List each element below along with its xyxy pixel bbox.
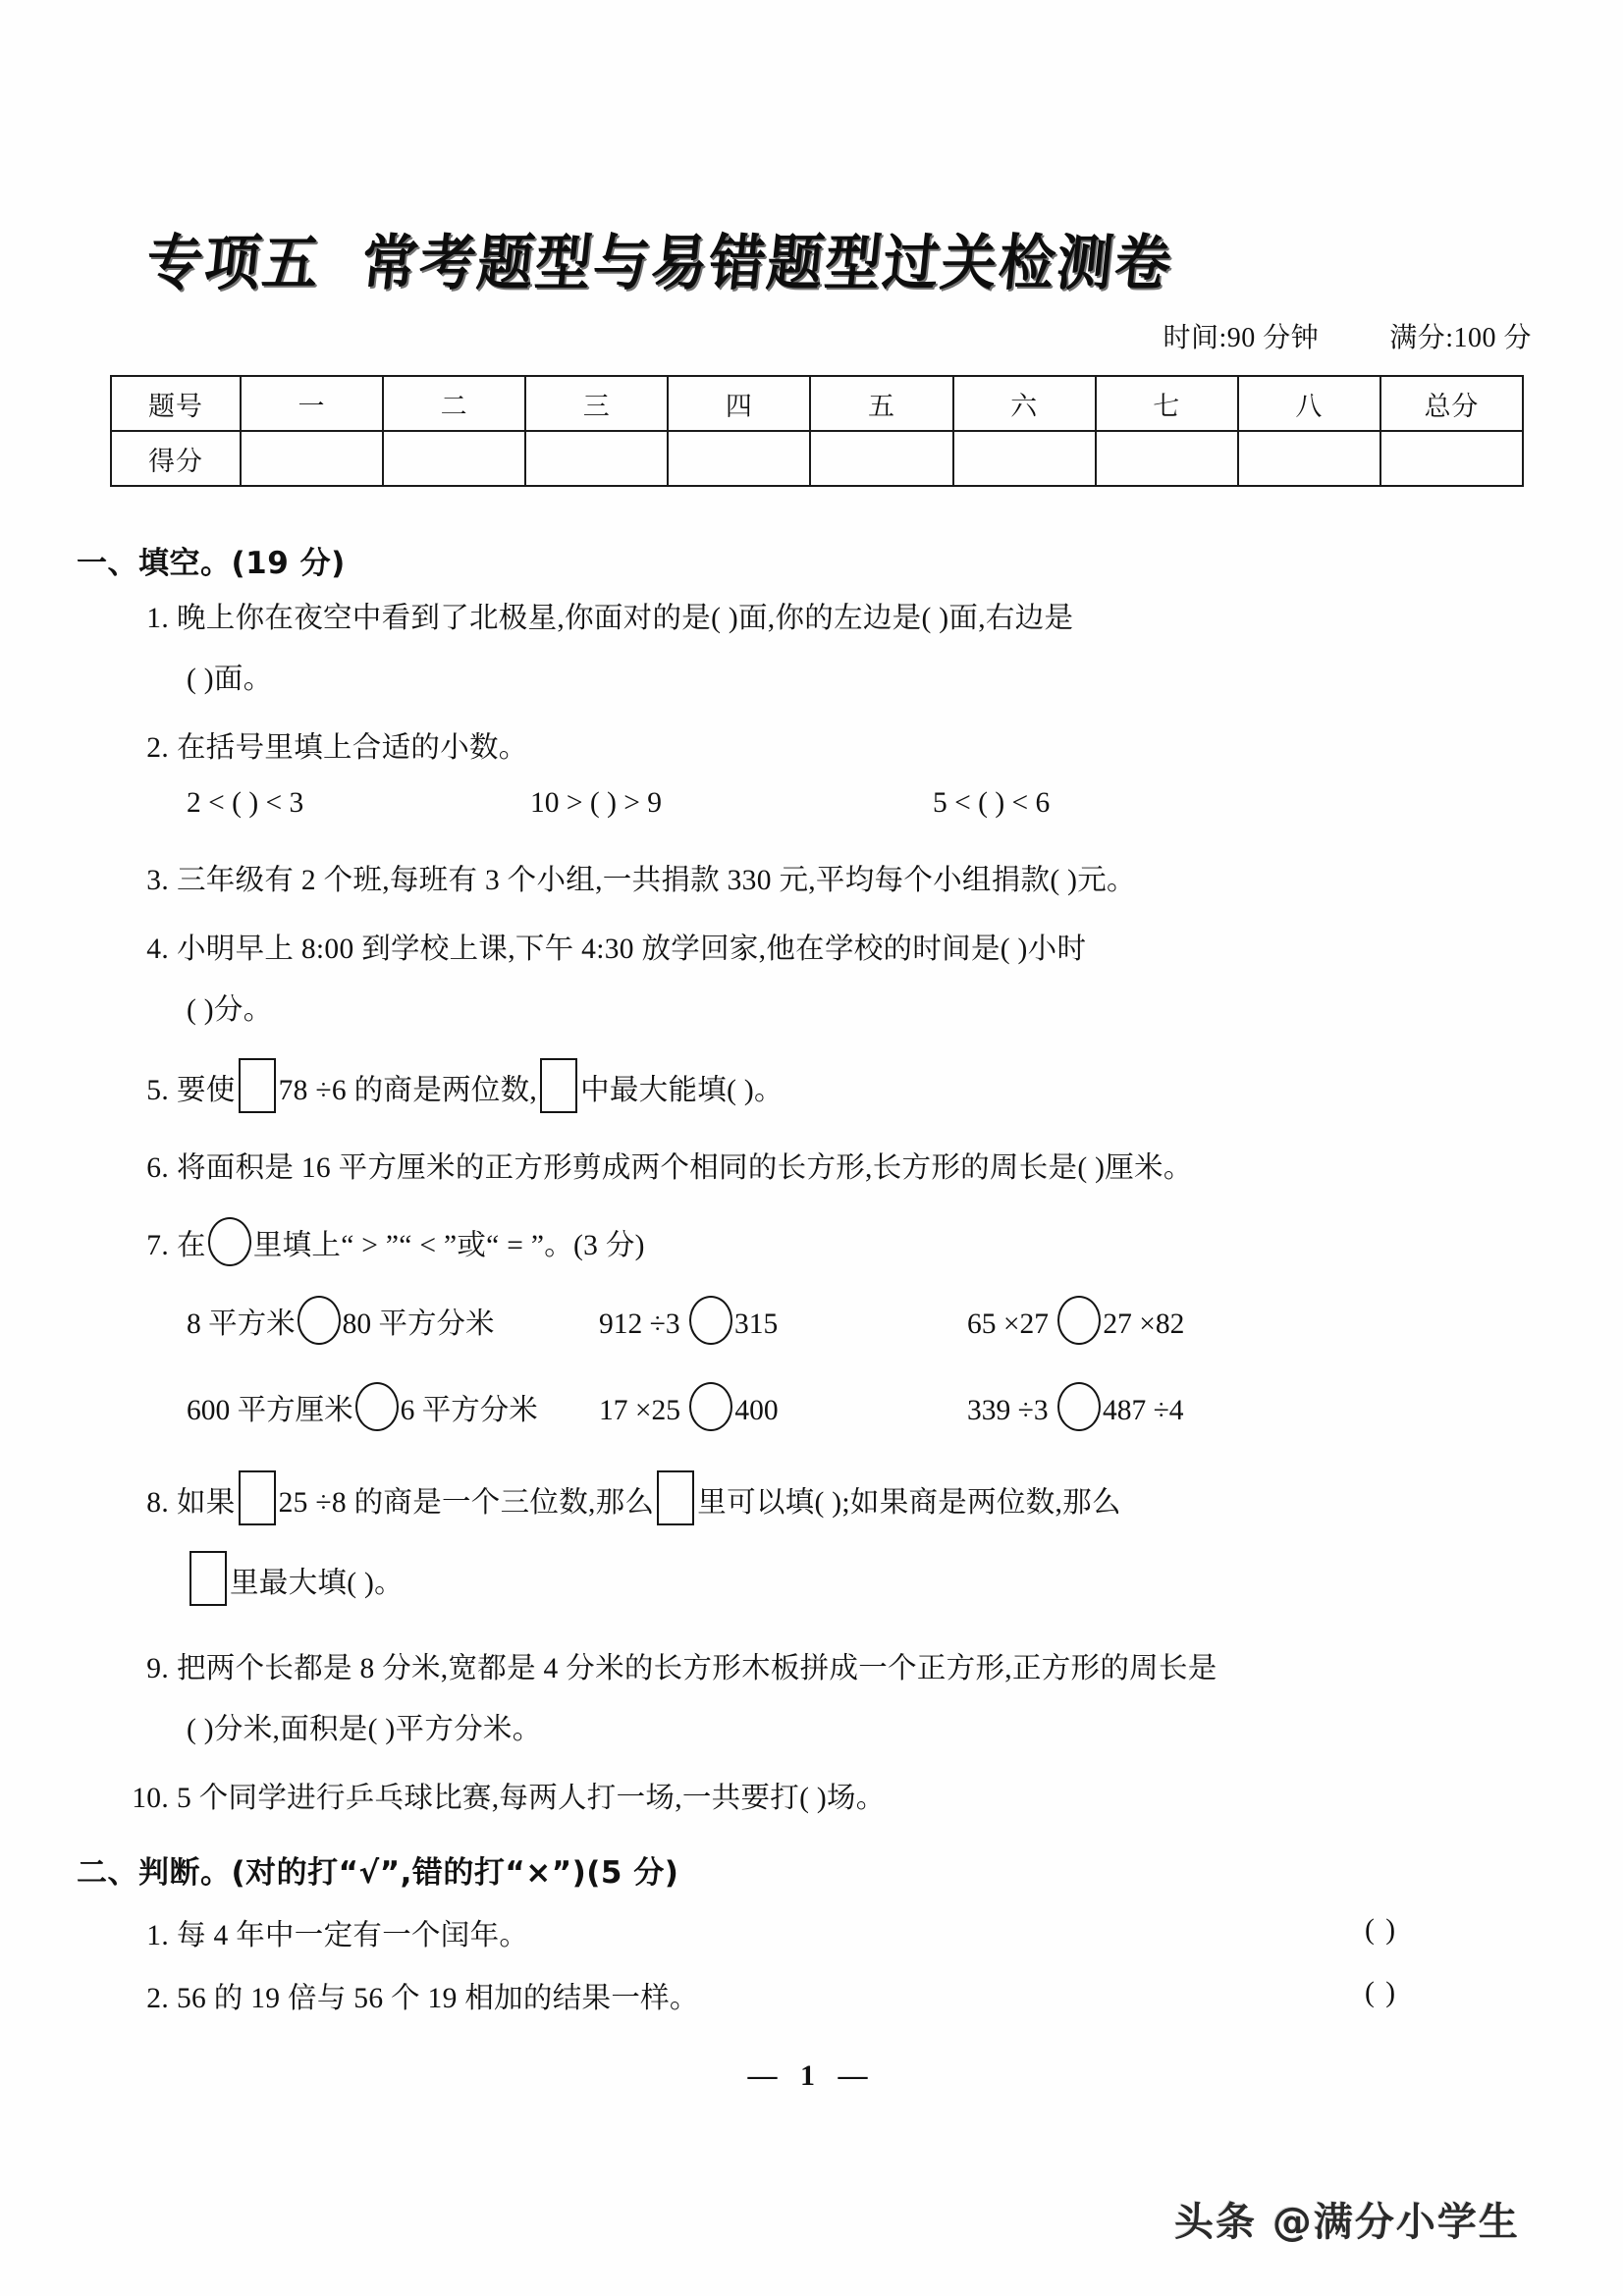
question-9 (126, 1647, 1520, 1691)
score-cell-4[interactable] (668, 431, 810, 486)
question-5-part-a: 要使 (177, 1075, 236, 1106)
question-8-part-c: 里可以填( );如果商是两位数,那么 (697, 1487, 1121, 1519)
compare-right: 315 (733, 1308, 779, 1340)
compare-item-4 (187, 1382, 599, 1431)
compare-item-2 (599, 1296, 967, 1345)
score-cell-2[interactable] (383, 431, 525, 486)
section-heading-fill-in-blanks: 一、填空。(19 分) (77, 546, 346, 581)
question-5 (126, 1058, 1520, 1113)
question-7-prompt-a: 在 (177, 1230, 206, 1261)
blank-box-icon[interactable] (239, 1470, 276, 1525)
question-2-line-1: 在括号里填上合适的小数。 (177, 732, 528, 764)
question-9-line-2: ( )分米,面积是( )平方分米。 (187, 1714, 542, 1745)
blank-circle-icon[interactable] (355, 1382, 399, 1431)
question-8-line-2 (187, 1551, 404, 1606)
judgment-2-answer-blank[interactable]: ( ) (1365, 1977, 1398, 2008)
compare-item-3 (967, 1296, 1184, 1345)
score-cell-6[interactable] (953, 431, 1096, 486)
question-2-number: 2. (146, 732, 169, 764)
score-table-col-8: 八 (1238, 376, 1380, 431)
compare-left: 65 ×27 (967, 1308, 1056, 1340)
question-8-part-a: 如果 (177, 1487, 236, 1519)
question-10-line-1: 5 个同学进行乒乓球比赛,每两人打一场,一共要打( )场。 (177, 1783, 886, 1814)
score-table-col-5: 五 (810, 376, 952, 431)
question-2-item-1: 2 < ( ) < 3 (187, 787, 304, 819)
question-10-number: 10. (132, 1783, 169, 1814)
question-3-number: 3. (146, 865, 169, 896)
question-3 (126, 859, 1520, 903)
question-8-number: 8. (146, 1487, 169, 1519)
compare-item-6 (967, 1382, 1184, 1431)
score-cell-7[interactable] (1096, 431, 1238, 486)
question-6-number: 6. (146, 1152, 169, 1184)
judgment-2-number: 2. (146, 1983, 169, 2014)
compare-left: 912 ÷3 (599, 1308, 687, 1340)
score-cell-8[interactable] (1238, 431, 1380, 486)
section-heading-true-false: 二、判断。(对的打“√”,错的打“×”)(5 分) (77, 1855, 679, 1891)
question-8-part-d: 里最大填( )。 (230, 1568, 404, 1599)
compare-right: 27 ×82 (1103, 1308, 1185, 1340)
question-4-line-2: ( )分。 (187, 994, 273, 1026)
judgment-question-2 (126, 1977, 1520, 2021)
title-prefix: 专项五 (142, 228, 325, 299)
score-table-row-label-2: 得分 (111, 431, 241, 486)
compare-right: 6 平方分米 (400, 1395, 538, 1426)
full-marks-label: 满分:100 分 (1389, 323, 1532, 353)
question-7-compare-row-2 (187, 1382, 1522, 1431)
question-7-prompt-b: 里填上“ > ”“ < ”或“ = ”。(3 分) (252, 1230, 645, 1261)
blank-box-icon[interactable] (189, 1551, 227, 1606)
compare-left: 8 平方米 (187, 1308, 296, 1340)
question-1 (126, 597, 1520, 641)
blank-box-icon[interactable] (239, 1058, 276, 1113)
question-6 (126, 1147, 1520, 1191)
question-9-line-1: 把两个长都是 8 分米,宽都是 4 分米的长方形木板拼成一个正方形,正方形的周长是 (177, 1653, 1217, 1684)
question-2-item-2: 10 > ( ) > 9 (530, 787, 663, 819)
table-row-headers (111, 376, 1523, 431)
blank-circle-icon[interactable] (689, 1382, 732, 1431)
question-3-line-1: 三年级有 2 个班,每班有 3 个小组,一共捐款 330 元,平均每个小组捐款( )元。 (177, 865, 1136, 896)
blank-circle-icon[interactable] (1057, 1296, 1101, 1345)
score-table-col-7: 七 (1096, 376, 1238, 431)
score-table-row-label-1: 题号 (111, 376, 241, 431)
blank-circle-icon[interactable] (689, 1296, 732, 1345)
compare-right: 80 平方分米 (342, 1308, 495, 1340)
table-row-scores (111, 431, 1523, 486)
question-2-item-3: 5 < ( ) < 6 (933, 787, 1051, 819)
blank-box-icon[interactable] (540, 1058, 577, 1113)
score-cell-5[interactable] (810, 431, 952, 486)
exam-meta (0, 316, 1532, 355)
judgment-1-text: 每 4 年中一定有一个闰年。 (177, 1920, 529, 1951)
judgment-1-answer-blank[interactable]: ( ) (1365, 1914, 1398, 1946)
question-4-line-1: 小明早上 8:00 到学校上课,下午 4:30 放学回家,他在学校的时间是( )小时 (177, 934, 1087, 965)
time-limit-label: 时间:90 分钟 (1163, 323, 1320, 353)
question-1-line-1: 晚上你在夜空中看到了北极星,你面对的是( )面,你的左边是( )面,右边是 (177, 603, 1074, 634)
blank-circle-icon[interactable] (1057, 1382, 1101, 1431)
question-10 (126, 1777, 1520, 1821)
page-title (142, 214, 1512, 302)
question-7-compare-row-1 (187, 1296, 1522, 1345)
score-cell-3[interactable] (525, 431, 668, 486)
question-2 (126, 726, 1520, 771)
question-7 (126, 1217, 1520, 1268)
judgment-1-number: 1. (146, 1920, 169, 1951)
compare-item-1 (187, 1296, 599, 1345)
judgment-question-1 (126, 1914, 1520, 1958)
compare-right: 487 ÷4 (1102, 1395, 1184, 1426)
question-8-part-b: 25 ÷8 的商是一个三位数,那么 (278, 1487, 655, 1519)
question-9-number: 9. (146, 1653, 169, 1684)
question-1-number: 1. (146, 603, 169, 634)
compare-left: 17 ×25 (599, 1395, 688, 1426)
score-table-col-total: 总分 (1380, 376, 1523, 431)
compare-left: 339 ÷3 (967, 1395, 1055, 1426)
question-4 (126, 928, 1520, 972)
question-8 (126, 1470, 1520, 1525)
score-table-col-1: 一 (241, 376, 383, 431)
blank-circle-icon[interactable] (208, 1217, 251, 1266)
question-5-number: 5. (146, 1075, 169, 1106)
question-5-part-c: 中最大能填( )。 (580, 1075, 784, 1106)
compare-item-5 (599, 1382, 967, 1431)
question-5-part-b: 78 ÷6 的商是两位数, (278, 1075, 538, 1106)
blank-box-icon[interactable] (657, 1470, 694, 1525)
score-cell-total[interactable] (1380, 431, 1523, 486)
judgment-2-text: 56 的 19 倍与 56 个 19 相加的结果一样。 (177, 1983, 699, 2014)
score-table-col-6: 六 (953, 376, 1096, 431)
question-2-items (187, 787, 1522, 820)
score-table-col-3: 三 (525, 376, 668, 431)
score-table-col-4: 四 (668, 376, 810, 431)
question-6-line-1: 将面积是 16 平方厘米的正方形剪成两个相同的长方形,长方形的周长是( )厘米。 (177, 1152, 1193, 1184)
compare-right: 400 (734, 1395, 779, 1426)
score-cell-1[interactable] (241, 431, 383, 486)
question-1-line-2: ( )面。 (187, 664, 273, 695)
question-4-number: 4. (146, 934, 169, 965)
score-table-col-2: 二 (383, 376, 525, 431)
score-table (110, 375, 1524, 487)
compare-left: 600 平方厘米 (187, 1395, 353, 1426)
blank-circle-icon[interactable] (298, 1296, 341, 1345)
question-7-number: 7. (146, 1230, 169, 1261)
watermark: 头条 @满分小学生 (1174, 2200, 1520, 2245)
page-number-footer: — 1 — (747, 2059, 876, 2092)
title-main: 常考题型与易错题型过关检测卷 (357, 228, 1177, 299)
